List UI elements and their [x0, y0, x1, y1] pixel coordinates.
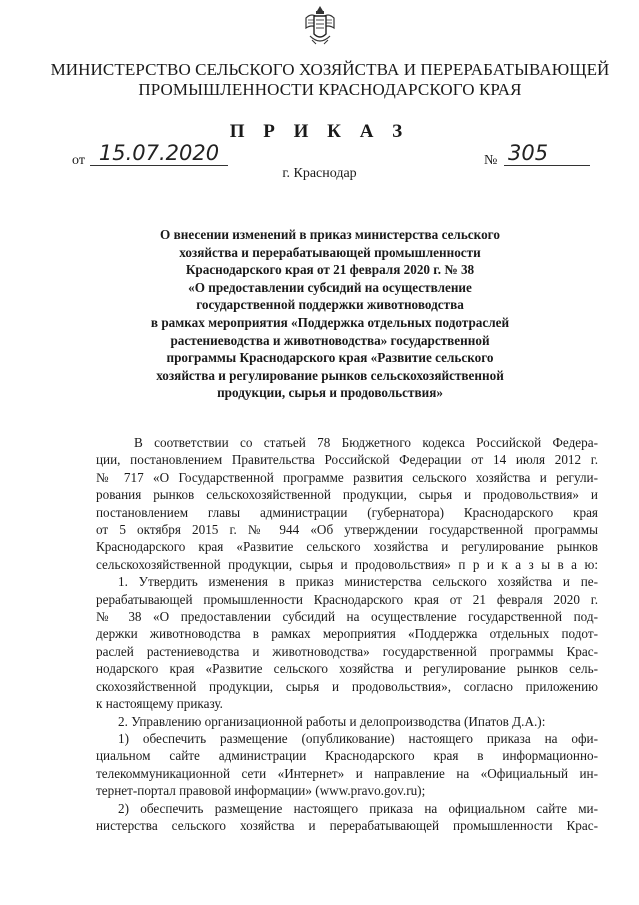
body-line: 1) обеспечить размещение (опубликование) настоящего приказа на офи-: [118, 730, 598, 746]
body-line: постановлением главы администрации (губернатора) Краснодарского края: [96, 504, 598, 520]
body-line: № 38 «О предоставлении субсидий на осуществление государственной под-: [96, 609, 598, 625]
body-line: скохозяйственной продукции, сырья и продовольствия», согласно приложению: [96, 678, 598, 694]
subject-line: хозяйства и перерабатывающей промышленности: [179, 244, 481, 260]
body-line: тернет-портал правовой информации» (www.pravo.gov.ru);: [96, 783, 426, 799]
body-line: сельскохозяйственной продукции, сырья и продовольствия» п р и к а з ы в а ю:: [96, 556, 598, 572]
body-line: нистерства сельского хозяйства и перерабатывающей промышленности Крас-: [96, 817, 598, 833]
date-prefix: от: [72, 153, 85, 168]
subject-line: Краснодарского края от 21 февраля 2020 г. № 38: [185, 262, 475, 278]
coat-of-arms-icon: [302, 4, 338, 48]
body-line: нодарского края «Развитие сельского хозяйства и регулирование рынков сель-: [96, 661, 598, 677]
subject-line: продукции, сырья и продовольствия»: [217, 385, 443, 401]
body-line: раслей растениеводства и животноводства» государственной программы Крас-: [96, 643, 598, 659]
number-prefix: №: [484, 153, 498, 168]
ministry-name-line-1: МИНИСТЕРСТВО СЕЛЬСКОГО ХОЗЯЙСТВА И ПЕРЕРАБАТЫВАЮЩЕЙ: [50, 60, 610, 79]
body-line: 2. Управлению организационной работы и делопроизводства (Ипатов Д.А.):: [118, 713, 546, 729]
document-type-title: П Р И К А З: [229, 121, 410, 142]
subject-line: в рамках мероприятия «Поддержка отдельных подотраслей: [150, 314, 510, 330]
body-line: Краснодарского края «Развитие сельского хозяйства и регулирование рынков: [96, 539, 598, 555]
city-name: г. Краснодар: [282, 166, 357, 181]
body-line: к настоящему приказу.: [96, 696, 223, 712]
ministry-name: [40, 60, 620, 100]
handwritten-number: 305: [504, 141, 590, 166]
subject-line: растениеводства и животноводства» государственной: [170, 332, 490, 348]
body-line: держки животноводства в рамках мероприятия «Поддержка отдельных подот-: [96, 626, 598, 642]
body-line: В соответствии со статьей 78 Бюджетного кодекса Российской Федера-: [134, 435, 598, 450]
subject-line: хозяйства и регулирование рынков сельскохозяйственной: [156, 367, 504, 383]
handwritten-date: 15.07.2020: [90, 141, 228, 166]
body-line: от 5 октября 2015 г. № 944 «Об утверждении государственной программы: [96, 522, 598, 538]
body-line: рования рынков сельскохозяйственной продукции, сырья и продовольствия» и: [96, 487, 598, 503]
order-body: [96, 434, 598, 834]
subject-line: «О предоставлении субсидий на осуществление: [188, 279, 472, 295]
body-line: № 717 «О Государственной программе развития сельского хозяйства и регули-: [96, 469, 598, 485]
subject-line: программы Краснодарского края «Развитие сельского: [166, 350, 494, 366]
order-subject: [110, 226, 550, 402]
body-line: телекоммуникационной сети «Интернет» и направление на «Официальный ин-: [96, 765, 598, 781]
body-line: циальном сайте администрации Краснодарского края в информационно-: [96, 748, 598, 764]
body-line: 2) обеспечить размещение настоящего приказа на официальном сайте ми-: [118, 800, 598, 816]
ministry-name-line-2: ПРОМЫШЛЕННОСТИ КРАСНОДАРСКОГО КРАЯ: [138, 80, 522, 99]
body-line: ции, постановлением Правительства Российской Федерации от 14 июля 2012 г.: [96, 452, 598, 468]
subject-line: государственной поддержки животноводства: [196, 297, 464, 313]
body-line: 1. Утвердить изменения в приказ министерства сельского хозяйства и пе-: [118, 574, 598, 590]
subject-line: О внесении изменений в приказ министерства сельского: [160, 227, 500, 242]
body-line: рерабатывающей промышленности Краснодарского края от 21 февраля 2020 г.: [96, 591, 598, 607]
